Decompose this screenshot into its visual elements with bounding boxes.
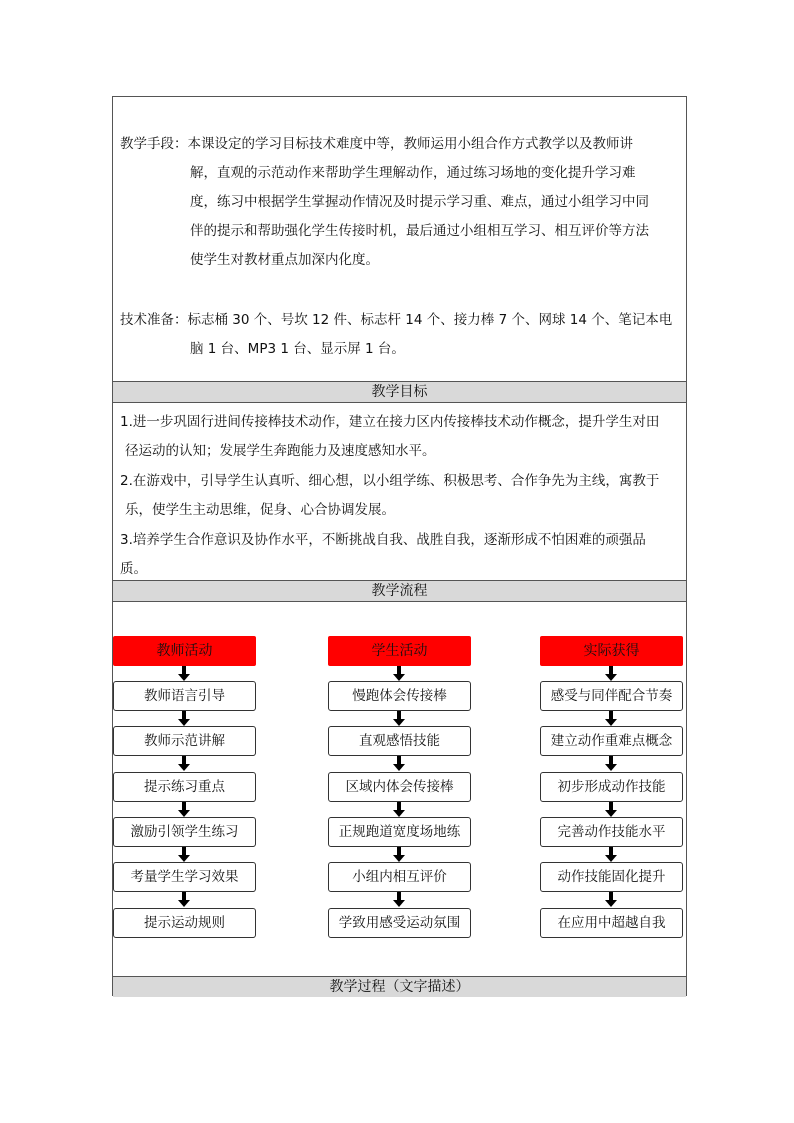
tech-prep-line: 技术准备：标志桶 30 个、号坎 12 件、标志杆 14 个、接力棒 7 个、网球 14 个、笔记本电 <box>120 312 673 328</box>
flowchart <box>113 97 686 997</box>
goal-line: 3.培养学生合作意识及协作水平，不断挑战自我、战胜自我，逐渐形成不怕困难的顽强品 <box>120 532 646 548</box>
goals-header: 教学目标 <box>113 381 686 403</box>
flow-step-box: 在应用中超越自我 <box>540 908 683 938</box>
flow-step-box: 动作技能固化提升 <box>540 862 683 892</box>
flow-column-header: 学生活动 <box>328 636 471 666</box>
process-header: 教学过程（文字描述） <box>113 976 686 997</box>
flow-step-box: 提示运动规则 <box>113 908 256 938</box>
lesson-plan-table <box>112 96 687 996</box>
teaching-means-line: 使学生对教材重点加深内化度。 <box>190 252 379 268</box>
teaching-means-line: 度，练习中根据学生掌握动作情况及时提示学习重、难点，通过小组学习中同 <box>190 194 649 210</box>
goal-line: 质。 <box>120 561 147 577</box>
teaching-means-line: 解，直观的示范动作来帮助学生理解动作，通过练习场地的变化提升学习难 <box>190 165 636 181</box>
flow-step-box: 考量学生学习效果 <box>113 862 256 892</box>
goal-line: 径运动的认知；发展学生奔跑能力及速度感知水平。 <box>125 443 436 459</box>
flow-step-box: 建立动作重难点概念 <box>540 726 683 756</box>
flow-step-box: 教师语言引导 <box>113 681 256 711</box>
flow-step-box: 初步形成动作技能 <box>540 772 683 802</box>
teaching-means-line: 教学手段：本课设定的学习目标技术难度中等，教师运用小组合作方式教学以及教师讲 <box>120 136 633 152</box>
flow-step-box: 区域内体会传接棒 <box>328 772 471 802</box>
goal-line: 乐，使学生主动思维，促身、心合协调发展。 <box>125 502 395 518</box>
goal-line: 1.进一步巩固行进间传接棒技术动作，建立在接力区内传接棒技术动作概念，提升学生对田 <box>120 414 660 430</box>
flow-step-box: 感受与同伴配合节奏 <box>540 681 683 711</box>
flow-step-box: 提示练习重点 <box>113 772 256 802</box>
flow-step-box: 激励引领学生练习 <box>113 817 256 847</box>
flow-step-box: 直观感悟技能 <box>328 726 471 756</box>
flow-step-box: 正规跑道宽度场地练 <box>328 817 471 847</box>
flow-header: 教学流程 <box>113 580 686 602</box>
flow-column-header: 实际获得 <box>540 636 683 666</box>
flow-step-box: 慢跑体会传接棒 <box>328 681 471 711</box>
goal-line: 2.在游戏中，引导学生认真听、细心想，以小组学练、积极思考、合作争先为主线，寓教于 <box>120 473 660 489</box>
flow-column-header: 教师活动 <box>113 636 256 666</box>
tech-prep-line: 脑 1 台、MP3 1 台、显示屏 1 台。 <box>190 341 405 357</box>
teaching-means-line: 伴的提示和帮助强化学生传接时机，最后通过小组相互学习、相互评价等方法 <box>190 223 649 239</box>
flow-step-box: 完善动作技能水平 <box>540 817 683 847</box>
flow-step-box: 教师示范讲解 <box>113 726 256 756</box>
flow-step-box: 小组内相互评价 <box>328 862 471 892</box>
flow-step-box: 学致用感受运动氛围 <box>328 908 471 938</box>
